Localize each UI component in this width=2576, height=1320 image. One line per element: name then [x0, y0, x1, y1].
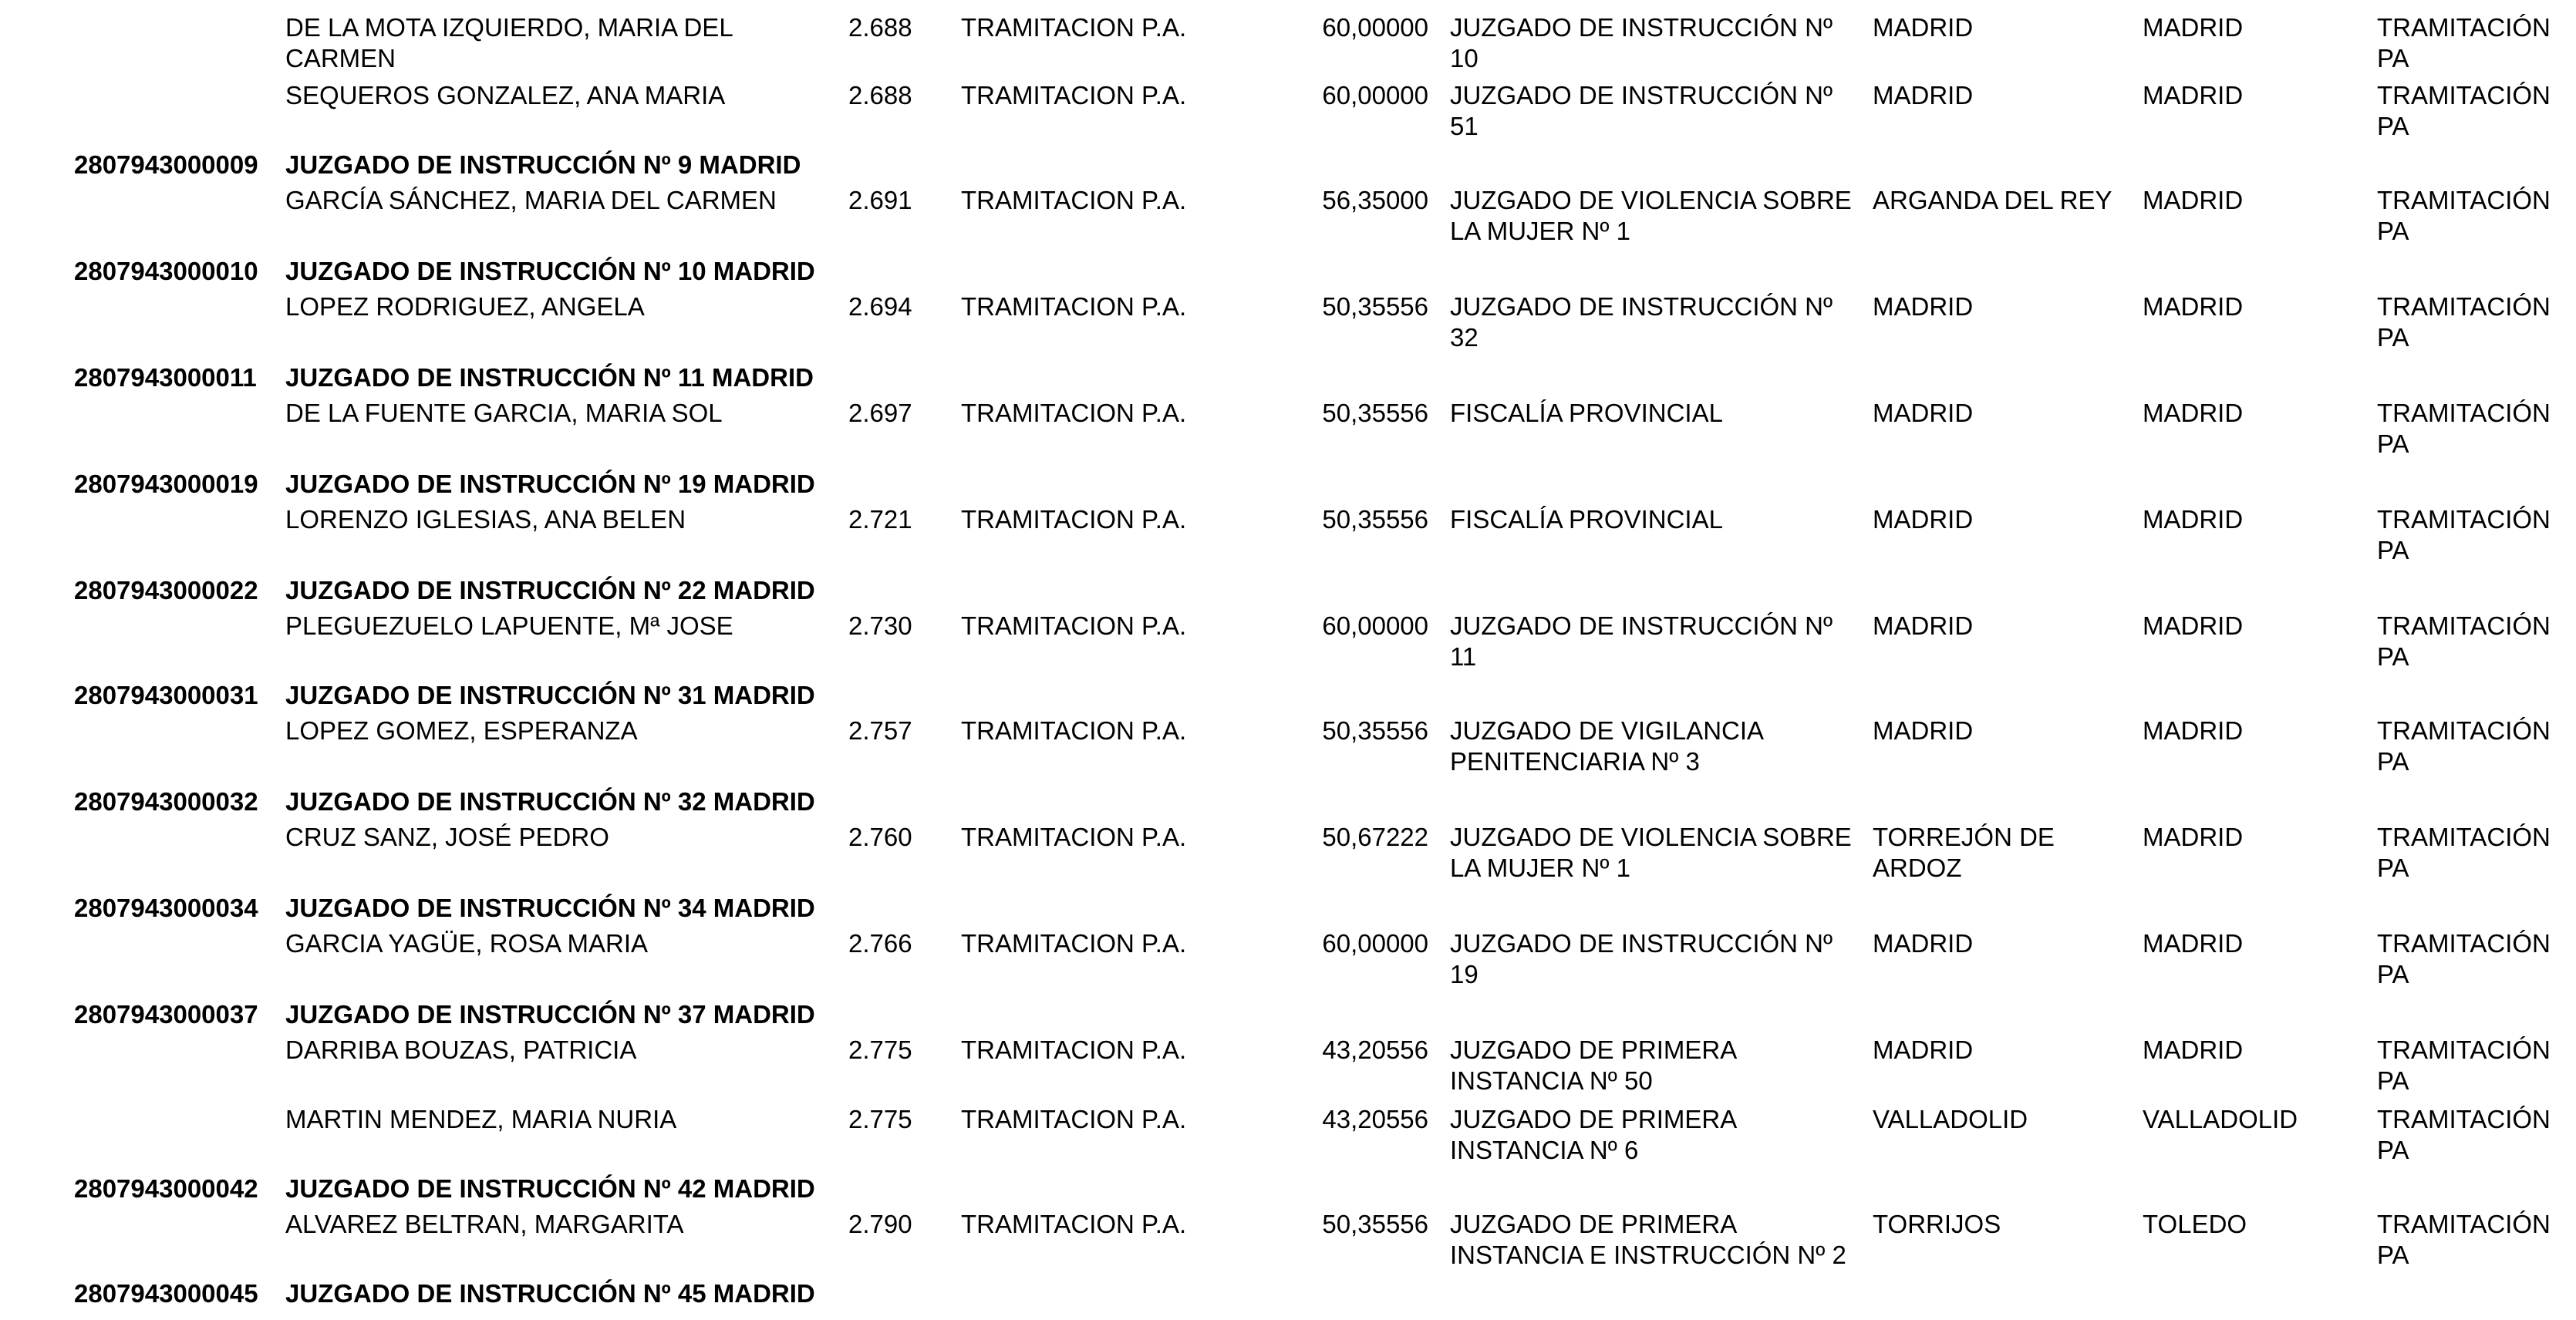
locality: ARGANDA DEL REY: [1873, 186, 2112, 214]
court-code: 2807943000031: [74, 681, 258, 709]
destination-court: FISCALÍA PROVINCIAL: [1450, 505, 1723, 534]
province: MADRID: [2143, 716, 2244, 745]
corps-label: TRAMITACION P.A.: [961, 399, 1187, 427]
points-value: 60,00000: [1322, 81, 1428, 109]
person-name: ALVAREZ BELTRAN, MARGARITA: [285, 1210, 684, 1238]
person-name: LORENZO IGLESIAS, ANA BELEN: [285, 505, 686, 534]
province: TOLEDO: [2143, 1210, 2247, 1238]
ranking-number: 2.730: [848, 611, 912, 640]
corps-label: TRAMITACION P.A.: [961, 929, 1187, 958]
destination-court: JUZGADO DE VIOLENCIA SOBRE LA MUJER Nº 1: [1450, 186, 1852, 245]
points-value: 50,35556: [1322, 716, 1428, 745]
ranking-number: 2.775: [848, 1035, 912, 1064]
position-type: TRAMITACIÓN PA: [2377, 292, 2551, 352]
ranking-number: 2.688: [848, 13, 912, 42]
position-type: TRAMITACIÓN PA: [2377, 13, 2551, 72]
locality: MADRID: [1873, 13, 1974, 42]
destination-court: FISCALÍA PROVINCIAL: [1450, 399, 1723, 427]
ranking-number: 2.688: [848, 81, 912, 109]
court-code: 2807943000032: [74, 787, 258, 816]
locality: MADRID: [1873, 716, 1974, 745]
points-value: 60,00000: [1322, 611, 1428, 640]
province: VALLADOLID: [2143, 1105, 2298, 1133]
corps-label: TRAMITACION P.A.: [961, 716, 1187, 745]
points-value: 50,67222: [1322, 823, 1428, 851]
person-name: DE LA MOTA IZQUIERDO, MARIA DEL CARMEN: [285, 13, 733, 72]
corps-label: TRAMITACION P.A.: [961, 13, 1187, 42]
destination-court: JUZGADO DE INSTRUCCIÓN Nº 10: [1450, 13, 1833, 72]
province: MADRID: [2143, 81, 2244, 109]
person-name: DARRIBA BOUZAS, PATRICIA: [285, 1035, 637, 1064]
court-title: JUZGADO DE INSTRUCCIÓN Nº 10 MADRID: [285, 257, 815, 285]
person-name: GARCÍA SÁNCHEZ, MARIA DEL CARMEN: [285, 186, 777, 214]
points-value: 43,20556: [1322, 1105, 1428, 1133]
locality: MADRID: [1873, 399, 1974, 427]
points-value: 43,20556: [1322, 1035, 1428, 1064]
position-type: TRAMITACIÓN PA: [2377, 1105, 2551, 1164]
province: MADRID: [2143, 929, 2244, 958]
person-name: MARTIN MENDEZ, MARIA NURIA: [285, 1105, 677, 1133]
ranking-number: 2.760: [848, 823, 912, 851]
person-name: SEQUEROS GONZALEZ, ANA MARIA: [285, 81, 726, 109]
position-type: TRAMITACIÓN PA: [2377, 1210, 2551, 1269]
ranking-number: 2.775: [848, 1105, 912, 1133]
ranking-number: 2.766: [848, 929, 912, 958]
court-code: 2807943000009: [74, 150, 258, 179]
court-title: JUZGADO DE INSTRUCCIÓN Nº 37 MADRID: [285, 1000, 815, 1029]
corps-label: TRAMITACION P.A.: [961, 292, 1187, 321]
person-name: CRUZ SANZ, JOSÉ PEDRO: [285, 823, 609, 851]
court-code: 2807943000010: [74, 257, 258, 285]
ranking-number: 2.721: [848, 505, 912, 534]
locality: MADRID: [1873, 505, 1974, 534]
court-title: JUZGADO DE INSTRUCCIÓN Nº 34 MADRID: [285, 894, 815, 922]
person-name: LOPEZ GOMEZ, ESPERANZA: [285, 716, 638, 745]
ranking-number: 2.757: [848, 716, 912, 745]
corps-label: TRAMITACION P.A.: [961, 81, 1187, 109]
province: MADRID: [2143, 505, 2244, 534]
person-name: GARCIA YAGÜE, ROSA MARIA: [285, 929, 649, 958]
province: MADRID: [2143, 823, 2244, 851]
court-code: 2807943000037: [74, 1000, 258, 1029]
corps-label: TRAMITACION P.A.: [961, 186, 1187, 214]
court-code: 2807943000034: [74, 894, 258, 922]
court-title: JUZGADO DE INSTRUCCIÓN Nº 45 MADRID: [285, 1279, 815, 1308]
province: MADRID: [2143, 186, 2244, 214]
locality: VALLADOLID: [1873, 1105, 2028, 1133]
province: MADRID: [2143, 292, 2244, 321]
province: MADRID: [2143, 399, 2244, 427]
points-value: 60,00000: [1322, 929, 1428, 958]
person-name: PLEGUEZUELO LAPUENTE, Mª JOSE: [285, 611, 733, 640]
corps-label: TRAMITACION P.A.: [961, 611, 1187, 640]
court-title: JUZGADO DE INSTRUCCIÓN Nº 31 MADRID: [285, 681, 815, 709]
ranking-number: 2.694: [848, 292, 912, 321]
person-name: DE LA FUENTE GARCIA, MARIA SOL: [285, 399, 723, 427]
destination-court: JUZGADO DE PRIMERA INSTANCIA E INSTRUCCIÓN Nº 2: [1450, 1210, 1846, 1269]
court-title: JUZGADO DE INSTRUCCIÓN Nº 42 MADRID: [285, 1174, 815, 1203]
destination-court: JUZGADO DE VIGILANCIA PENITENCIARIA Nº 3: [1450, 716, 1763, 776]
court-code: 2807943000019: [74, 470, 258, 498]
position-type: TRAMITACIÓN PA: [2377, 716, 2551, 776]
court-code: 2807943000022: [74, 576, 258, 604]
person-name: LOPEZ RODRIGUEZ, ANGELA: [285, 292, 645, 321]
corps-label: TRAMITACION P.A.: [961, 1210, 1187, 1238]
court-code: 2807943000045: [74, 1279, 258, 1308]
points-value: 50,35556: [1322, 399, 1428, 427]
position-type: TRAMITACIÓN PA: [2377, 823, 2551, 882]
court-code: 2807943000042: [74, 1174, 258, 1203]
points-value: 50,35556: [1322, 505, 1428, 534]
position-type: TRAMITACIÓN PA: [2377, 505, 2551, 564]
locality: MADRID: [1873, 81, 1974, 109]
ranking-number: 2.790: [848, 1210, 912, 1238]
points-value: 60,00000: [1322, 13, 1428, 42]
locality: MADRID: [1873, 611, 1974, 640]
corps-label: TRAMITACION P.A.: [961, 823, 1187, 851]
destination-court: JUZGADO DE INSTRUCCIÓN Nº 19: [1450, 929, 1833, 988]
locality: TORRIJOS: [1873, 1210, 2001, 1238]
destination-court: JUZGADO DE INSTRUCCIÓN Nº 51: [1450, 81, 1833, 140]
destination-court: JUZGADO DE VIOLENCIA SOBRE LA MUJER Nº 1: [1450, 823, 1852, 882]
locality: MADRID: [1873, 929, 1974, 958]
corps-label: TRAMITACION P.A.: [961, 1035, 1187, 1064]
points-value: 56,35000: [1322, 186, 1428, 214]
province: MADRID: [2143, 13, 2244, 42]
corps-label: TRAMITACION P.A.: [961, 505, 1187, 534]
province: MADRID: [2143, 1035, 2244, 1064]
court-title: JUZGADO DE INSTRUCCIÓN Nº 22 MADRID: [285, 576, 815, 604]
destination-court: JUZGADO DE PRIMERA INSTANCIA Nº 50: [1450, 1035, 1736, 1095]
destination-court: JUZGADO DE PRIMERA INSTANCIA Nº 6: [1450, 1105, 1736, 1164]
locality: MADRID: [1873, 1035, 1974, 1064]
court-title: JUZGADO DE INSTRUCCIÓN Nº 11 MADRID: [285, 363, 814, 392]
locality: MADRID: [1873, 292, 1974, 321]
points-value: 50,35556: [1322, 1210, 1428, 1238]
position-type: TRAMITACIÓN PA: [2377, 1035, 2551, 1095]
position-type: TRAMITACIÓN PA: [2377, 611, 2551, 671]
destination-court: JUZGADO DE INSTRUCCIÓN Nº 11: [1450, 611, 1833, 671]
destination-court: JUZGADO DE INSTRUCCIÓN Nº 32: [1450, 292, 1833, 352]
ranking-number: 2.697: [848, 399, 912, 427]
corps-label: TRAMITACION P.A.: [961, 1105, 1187, 1133]
position-type: TRAMITACIÓN PA: [2377, 929, 2551, 988]
position-type: TRAMITACIÓN PA: [2377, 81, 2551, 140]
court-title: JUZGADO DE INSTRUCCIÓN Nº 32 MADRID: [285, 787, 815, 816]
province: MADRID: [2143, 611, 2244, 640]
locality: TORREJÓN DE ARDOZ: [1873, 823, 2055, 882]
points-value: 50,35556: [1322, 292, 1428, 321]
ranking-number: 2.691: [848, 186, 912, 214]
position-type: TRAMITACIÓN PA: [2377, 186, 2551, 245]
court-title: JUZGADO DE INSTRUCCIÓN Nº 19 MADRID: [285, 470, 815, 498]
court-title: JUZGADO DE INSTRUCCIÓN Nº 9 MADRID: [285, 150, 801, 179]
position-type: TRAMITACIÓN PA: [2377, 399, 2551, 458]
court-code: 2807943000011: [74, 363, 257, 392]
